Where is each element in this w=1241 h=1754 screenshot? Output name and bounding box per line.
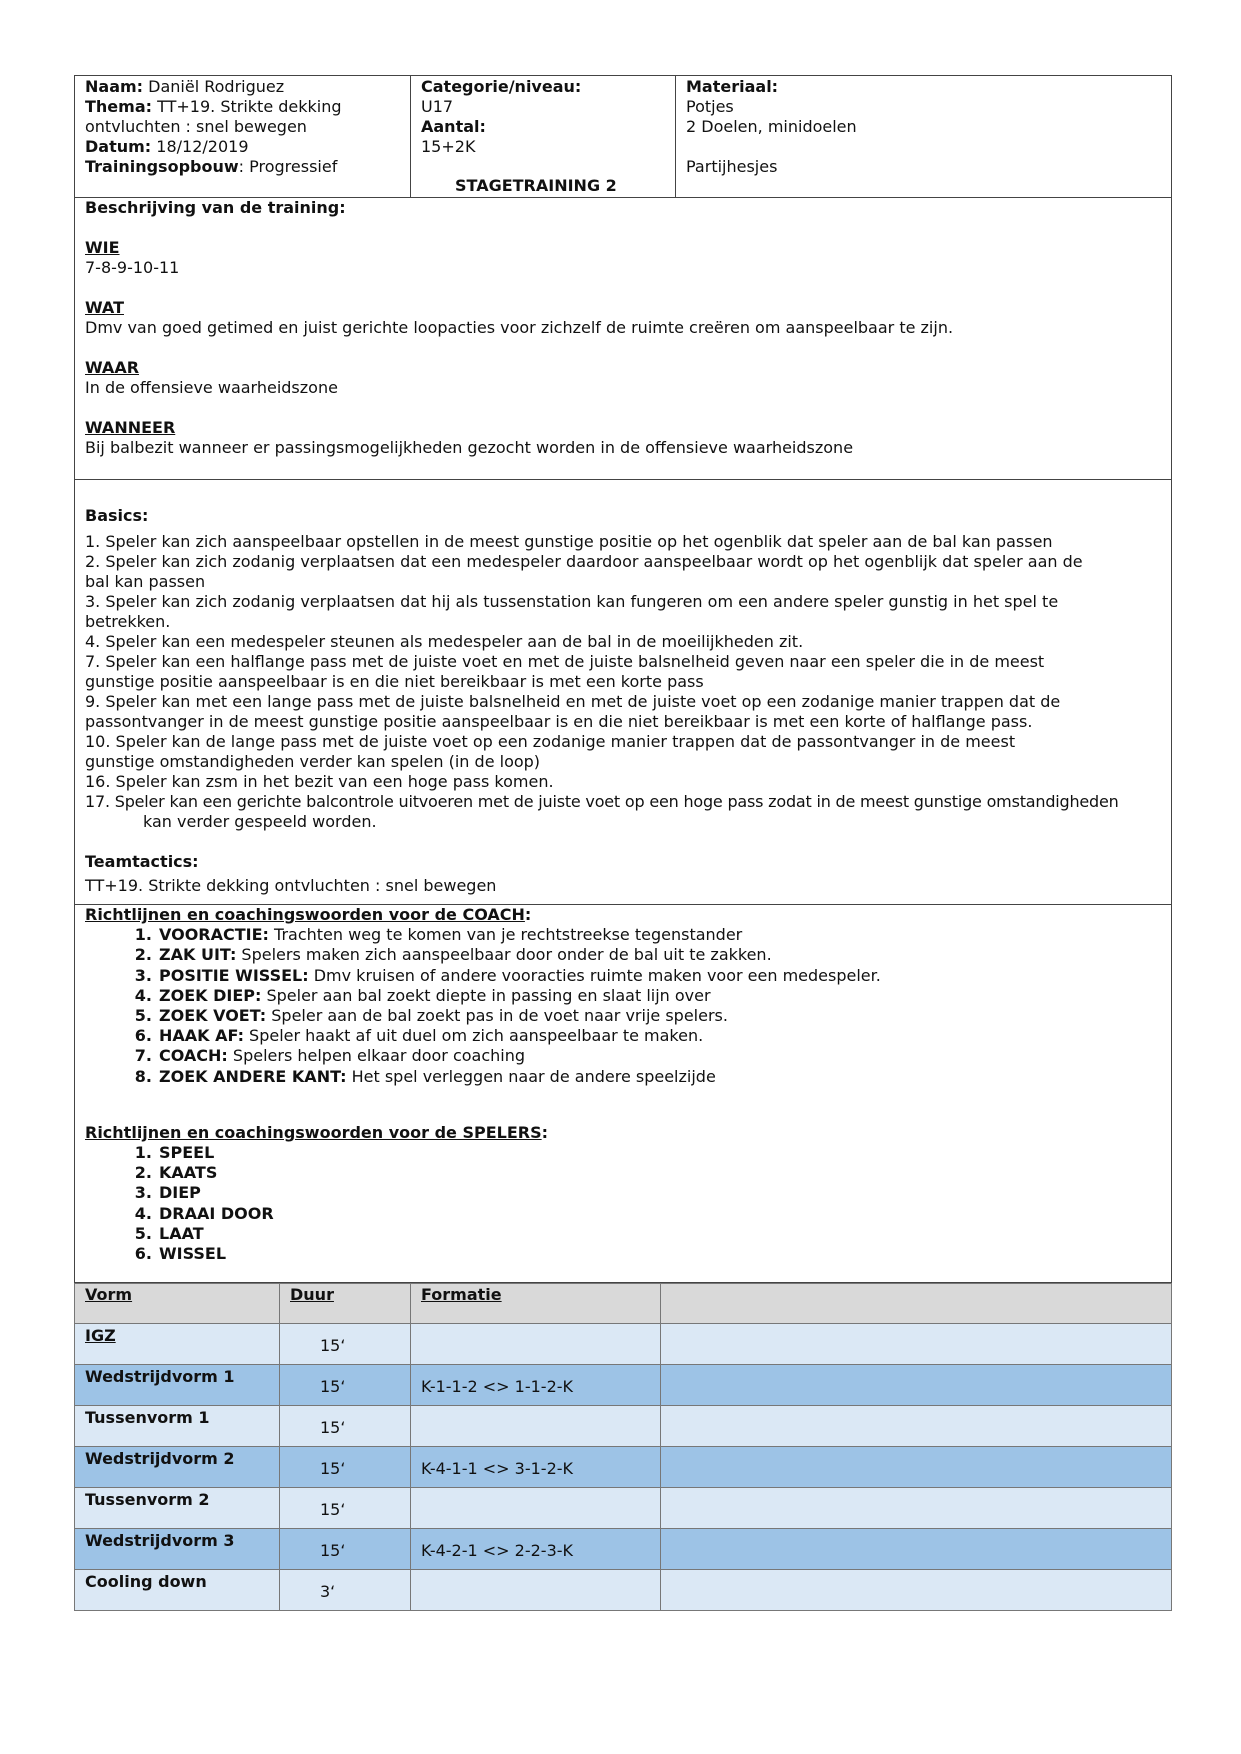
coach-item-number: 2. xyxy=(134,945,152,965)
coach-item xyxy=(85,966,1161,986)
basics-title: Basics: xyxy=(85,506,149,525)
schedule-notes xyxy=(661,1406,1172,1447)
players-item-number: 6. xyxy=(134,1244,152,1264)
description-title: Beschrijving van de training: xyxy=(85,198,346,217)
form-frame xyxy=(74,75,1172,1283)
schedule-formatie xyxy=(411,1488,661,1529)
schedule-duur: 15‘ xyxy=(280,1488,411,1529)
players-item-number: 5. xyxy=(134,1223,152,1243)
schedule-formatie: K-4-1-1 <> 3-1-2-K xyxy=(411,1447,661,1488)
wat-value: Dmv van goed getimed en juist gerichte loopacties voor zichzelf de ruimte creëren om aanspeelbaar te zijn. xyxy=(85,318,954,337)
players-item-key: DIEP xyxy=(159,1183,201,1203)
schedule-row xyxy=(75,1488,1172,1529)
coach-item xyxy=(85,1046,1161,1066)
coach-item xyxy=(85,945,1161,965)
schedule-header-vorm: Vorm xyxy=(85,1285,133,1304)
datum-value: 18/12/2019 xyxy=(151,137,249,156)
schedule-row xyxy=(75,1447,1172,1488)
materiaal-label: Materiaal: xyxy=(686,77,779,96)
coach-item-number: 1. xyxy=(134,925,152,945)
wie-value: 7-8-9-10-11 xyxy=(85,258,180,277)
coach-item-text: Spelers maken zich aanspeelbaar door onder de bal uit te zakken. xyxy=(236,945,772,965)
coach-item-number: 4. xyxy=(134,985,152,1005)
players-item-key: WISSEL xyxy=(159,1244,227,1264)
coach-item xyxy=(85,986,1161,1006)
coach-item-key: VOORACTIE: xyxy=(159,925,269,945)
wanneer-value: Bij balbezit wanneer er passingsmogelijkheden gezocht worden in de offensieve waarheidszone xyxy=(85,438,854,457)
coach-item-number: 6. xyxy=(134,1026,152,1046)
aantal-label: Aantal: xyxy=(421,117,486,136)
coach-section: Richtlijnen en coachingswoorden voor de COACH: 1. VOORACTIE: Trachten weg te komen van je rechtstreekse tegenstander 2. ZAK UIT: Spelers maken zich aanspeelbaar door onder de bal uit te zakken. 3. POSITIE WISSEL: Dmv kruisen of andere vooracties ruimte maken voor een medespeler. 4. ZOEK DIEP: Speler aan bal zoekt diepte in passing en slaat lijn over 5. ZOEK VOET: Speler aan de bal zoekt pas in de voet naar vrije spelers. 6. HAAK AF: Speler haakt af uit duel om zich aanspeelbaar te maken. 7. COACH: Spelers helpen elkaar door coaching 8. ZOEK ANDERE KANT: Het spel verleggen naar de andere speelzijde Richtlijnen en coachingswoorden voor de SPELERS: 1. SPEEL 2. KAATS 3. DIEP 4. DRAAI DOOR 5. LAAT 6. WISSEL xyxy=(75,905,1171,1283)
stage-title: STAGETRAINING 2 xyxy=(455,176,617,195)
coach-item xyxy=(85,925,1161,945)
waar-value: In de offensieve waarheidszone xyxy=(85,378,338,397)
coach-item-number: 8. xyxy=(134,1066,152,1086)
schedule-vorm: Cooling down xyxy=(85,1572,207,1591)
header-player-cell xyxy=(75,76,411,197)
players-item-number: 4. xyxy=(134,1203,152,1223)
schedule-notes xyxy=(661,1447,1172,1488)
schedule-notes xyxy=(661,1365,1172,1406)
schedule-header-row xyxy=(75,1284,1172,1324)
teamtactics-title: Teamtactics: xyxy=(85,852,199,871)
materiaal-item: Partijhesjes xyxy=(686,157,778,176)
coach-item-text: Het spel verleggen naar de andere speelzijde xyxy=(346,1066,716,1086)
schedule-vorm: Wedstrijdvorm 3 xyxy=(85,1531,235,1550)
players-item-number: 3. xyxy=(134,1183,152,1203)
thema-value: TT+19. Strikte dekking ontvluchten : snel bewegen xyxy=(85,97,342,136)
wie-label: WIE xyxy=(85,238,120,257)
schedule-row xyxy=(75,1529,1172,1570)
coach-item-text: Speler aan bal zoekt diepte in passing en slaat lijn over xyxy=(261,985,711,1005)
schedule-formatie xyxy=(411,1570,661,1611)
opbouw-label: Trainingsopbouw xyxy=(85,157,239,176)
schedule-duur: 15‘ xyxy=(280,1447,411,1488)
coach-item-text: Spelers helpen elkaar door coaching xyxy=(227,1046,526,1066)
coach-item-key: POSITIE WISSEL: xyxy=(159,965,309,985)
schedule-formatie: K-4-2-1 <> 2-2-3-K xyxy=(411,1529,661,1570)
categorie-label: Categorie/niveau: xyxy=(421,77,582,96)
coach-item-key: ZOEK VOET: xyxy=(159,1006,267,1026)
players-item xyxy=(85,1244,1161,1264)
schedule-header-formatie: Formatie xyxy=(421,1285,502,1304)
schedule-row xyxy=(75,1365,1172,1406)
description-section xyxy=(75,198,1171,480)
players-item-number: 2. xyxy=(134,1163,152,1183)
schedule-row xyxy=(75,1406,1172,1447)
schedule-vorm: Tussenvorm 1 xyxy=(85,1408,210,1427)
schedule-row xyxy=(75,1570,1172,1611)
materiaal-item: 2 Doelen, minidoelen xyxy=(686,117,857,136)
players-item xyxy=(85,1143,1161,1163)
basics-item: 10. Speler kan de lange pass met de juiste voet op een zodanige manier trappen dat de passontvanger in de meest gunstige omstandigheden verder kan spelen (in de loop) xyxy=(85,732,1016,771)
coach-item-text: Speler haakt af uit duel om zich aanspeelbaar te maken. xyxy=(243,1026,704,1046)
basics-item: 7. Speler kan een halflange pass met de juiste voet en met de juiste balsnelheid geven naar een speler die in de meest gunstige positie aanspeelbaar is en die niet bereikbaar is met een korte pass xyxy=(85,652,1045,691)
players-item xyxy=(85,1224,1161,1244)
coach-list xyxy=(85,925,1161,1087)
header-material-cell xyxy=(676,76,1171,197)
players-item xyxy=(85,1163,1161,1183)
datum-label: Datum: xyxy=(85,137,152,156)
basics-item: 16. Speler kan zsm in het bezit van een hoge pass komen. xyxy=(85,772,554,791)
coach-item-key: ZAK UIT: xyxy=(159,945,237,965)
schedule-formatie xyxy=(411,1324,661,1365)
schedule-header-empty xyxy=(661,1284,1172,1324)
players-list xyxy=(85,1143,1161,1264)
schedule-vorm: Wedstrijdvorm 2 xyxy=(85,1449,235,1468)
coach-item xyxy=(85,1026,1161,1046)
basics-item: 3. Speler kan zich zodanig verplaatsen dat hij als tussenstation kan fungeren om een andere speler gunstig in het spel te betrekken. xyxy=(85,592,1059,631)
schedule-vorm: Tussenvorm 2 xyxy=(85,1490,210,1509)
basics-item: 4. Speler kan een medespeler steunen als medespeler aan de bal in de moeilijkheden zit. xyxy=(85,632,804,651)
header-category-cell xyxy=(411,76,676,197)
wanneer-label: WANNEER xyxy=(85,418,176,437)
players-item-key: SPEEL xyxy=(159,1143,215,1163)
coach-item-key: ZOEK DIEP: xyxy=(159,985,262,1005)
schedule-duur: 15‘ xyxy=(280,1406,411,1447)
schedule-formatie xyxy=(411,1406,661,1447)
categorie-value: U17 xyxy=(421,97,454,116)
schedule-formatie: K-1-1-2 <> 1-1-2-K xyxy=(411,1365,661,1406)
basics-item: 2. Speler kan zich zodanig verplaatsen dat een medespeler daardoor aanspeelbaar wordt op het ogenblijk dat speler aan de bal kan passen xyxy=(85,552,1083,591)
basics-item: 17. Speler kan een gerichte balcontrole uitvoeren met de juiste voet op een hoge pass zodat in de meest gunstige omstandigheden xyxy=(85,792,1119,811)
basics-item: 1. Speler kan zich aanspeelbaar opstellen in de meest gunstige positie op het ogenblik dat speler aan de bal kan passen xyxy=(85,532,1053,551)
coach-item-number: 7. xyxy=(134,1046,152,1066)
basics-section xyxy=(75,480,1171,905)
naam-label: Naam: xyxy=(85,77,144,96)
schedule-notes xyxy=(661,1488,1172,1529)
schedule-duur: 3‘ xyxy=(280,1570,411,1611)
schedule-header-duur: Duur xyxy=(290,1285,334,1304)
schedule-duur: 15‘ xyxy=(280,1365,411,1406)
naam-value: Daniël Rodriguez xyxy=(143,77,285,96)
basics-item: 9. Speler kan met een lange pass met de juiste balsnelheid en met de juiste voet op een zodanige manier trappen dat de passontvanger in de meest gunstige positie aanspeelbaar is en die niet bereikbaar is met een korte of halflange pass. xyxy=(85,692,1061,731)
coach-item xyxy=(85,1006,1161,1026)
players-item-key: DRAAI DOOR xyxy=(159,1203,274,1223)
schedule-notes xyxy=(661,1570,1172,1611)
basics-item: kan verder gespeeld worden. xyxy=(143,812,377,831)
players-item xyxy=(85,1204,1161,1224)
schedule-vorm: IGZ xyxy=(85,1326,116,1345)
coach-item-number: 5. xyxy=(134,1006,152,1026)
waar-label: WAAR xyxy=(85,358,140,377)
materiaal-item xyxy=(686,137,1161,157)
coach-item-number: 3. xyxy=(134,965,152,985)
coach-item-text: Speler aan de bal zoekt pas in de voet naar vrije spelers. xyxy=(266,1006,728,1026)
coach-item-text: Dmv kruisen of andere vooracties ruimte maken voor een medespeler. xyxy=(308,965,881,985)
materiaal-item: Potjes xyxy=(686,97,734,116)
players-item-number: 1. xyxy=(134,1143,152,1163)
schedule-row xyxy=(75,1324,1172,1365)
coach-item-key: COACH: xyxy=(159,1046,228,1066)
coach-item-key: ZOEK ANDERE KANT: xyxy=(159,1066,347,1086)
schedule-notes xyxy=(661,1529,1172,1570)
schedule-vorm: Wedstrijdvorm 1 xyxy=(85,1367,235,1386)
schedule-notes xyxy=(661,1324,1172,1365)
players-item-key: KAATS xyxy=(159,1163,218,1183)
opbouw-value: : Progressief xyxy=(238,157,338,176)
schedule-duur: 15‘ xyxy=(280,1529,411,1570)
training-form xyxy=(74,75,1172,1611)
coach-title: Richtlijnen en coachingswoorden voor de COACH xyxy=(85,905,525,924)
schedule-table xyxy=(74,1283,1172,1611)
wat-label: WAT xyxy=(85,298,124,317)
teamtactics-value: TT+19. Strikte dekking ontvluchten : snel bewegen xyxy=(85,876,497,895)
header-row xyxy=(75,76,1171,198)
players-title: Richtlijnen en coachingswoorden voor de SPELERS xyxy=(85,1122,542,1142)
coach-item xyxy=(85,1067,1161,1087)
coach-item-key: HAAK AF: xyxy=(159,1026,244,1046)
aantal-value: 15+2K xyxy=(421,137,476,156)
players-item-key: LAAT xyxy=(159,1223,204,1243)
coach-item-text: Trachten weg te komen van je rechtstreekse tegenstander xyxy=(268,925,743,945)
thema-label: Thema: xyxy=(85,97,153,116)
schedule-duur: 15‘ xyxy=(280,1324,411,1365)
players-item xyxy=(85,1183,1161,1203)
